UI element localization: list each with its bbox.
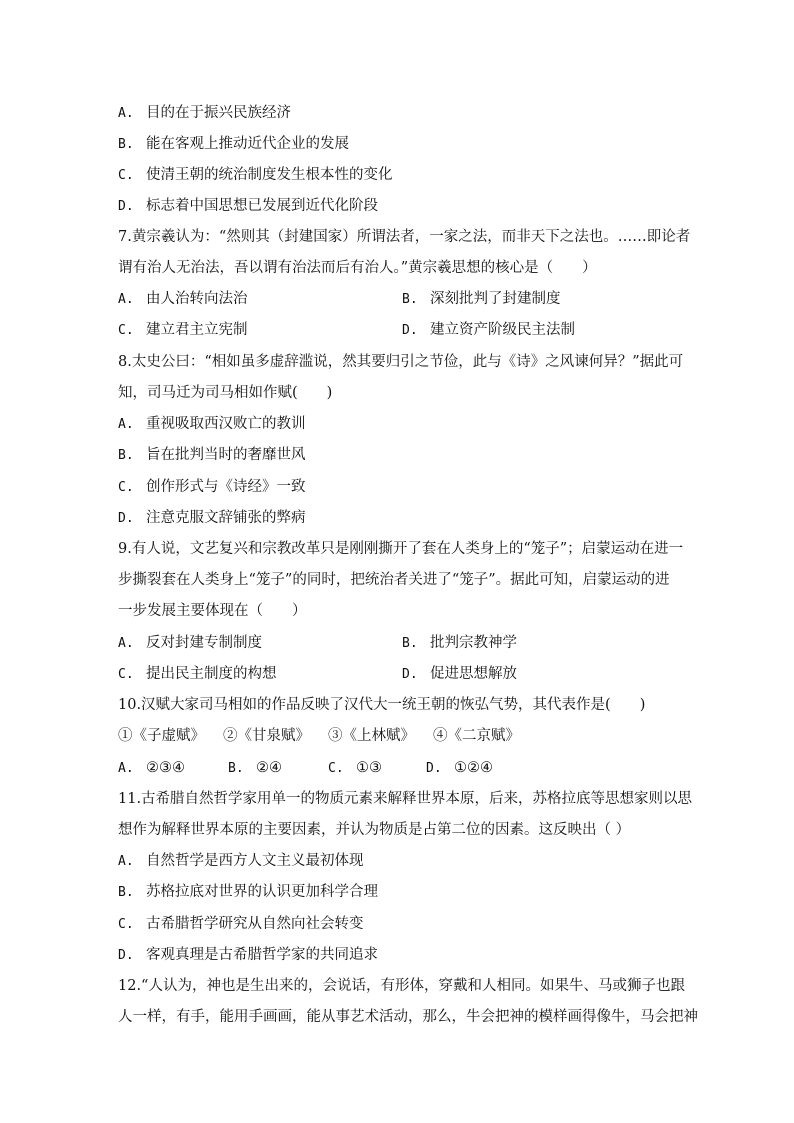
q11-option-c: C. 古希腊哲学研究从自然向社会转变 bbox=[118, 916, 364, 932]
q8-option-b: B. 旨在批判当时的奢靡世风 bbox=[118, 447, 306, 463]
q9-stem-line2: 步撕裂套在人类身上“笼子”的同时，把统治者关进了“笼子”。据此可知，启蒙运动的进 bbox=[118, 572, 670, 588]
q11-stem-line2: 想作为解释世界本原的主要因素，并认为物质是占第二位的因素。这反映出（ ） bbox=[118, 822, 631, 838]
q9-option-a: A. 反对封建专制制度 bbox=[118, 635, 262, 651]
q10-item-4: ④《二京赋》 bbox=[433, 728, 520, 744]
q7-option-d: D. 建立资产阶级民主法制 bbox=[402, 322, 575, 338]
q11-option-a: A. 自然哲学是西方人文主义最初体现 bbox=[118, 853, 364, 869]
q8-option-d: D. 注意克服文辞铺张的弊病 bbox=[118, 510, 306, 526]
q10-items bbox=[118, 726, 538, 746]
q12-stem-line2: 人一样，有手，能用手画画，能从事艺术活动，那么，牛会把神的模样画得像牛，马会把神 bbox=[118, 1009, 698, 1025]
q6-option-b: B. 能在客观上推动近代企业的发展 bbox=[118, 136, 349, 152]
q9-option-b: B. 批判宗教神学 bbox=[402, 635, 517, 651]
q10-item-3: ③《上林赋》 bbox=[328, 728, 415, 744]
q7-option-b: B. 深刻批判了封建制度 bbox=[402, 291, 561, 307]
q7-option-a: A. 由人治转向法治 bbox=[118, 291, 248, 307]
q10-option-b: B. ②④ bbox=[228, 760, 282, 776]
q10-item-2: ②《甘泉赋》 bbox=[223, 728, 310, 744]
q6-option-a: A. 目的在于振兴民族经济 bbox=[118, 105, 291, 121]
q9-stem-line3: 一步发展主要体现在（ ） bbox=[118, 603, 307, 619]
q6-option-c: C. 使清王朝的统治制度发生根本性的变化 bbox=[118, 167, 393, 183]
q10-option-d: D. ①②④ bbox=[426, 760, 493, 776]
q7-option-c: C. 建立君主立宪制 bbox=[118, 322, 248, 338]
q8-stem-line1: 8.太史公曰：“相如虽多虚辞滥说，然其要归引之节俭，此与《诗》之风谏何异？”据此可 bbox=[118, 354, 684, 370]
q12-stem-line1: 12.“人认为，神也是生出来的，会说话，有形体，穿戴和人相同。如果牛、马或狮子也跟 bbox=[118, 978, 685, 994]
q11-stem-line1: 11.古希腊自然哲学家用单一的物质元素来解释世界本原，后来，苏格拉底等思想家则以思 bbox=[118, 791, 693, 807]
q8-option-a: A. 重视吸取西汉败亡的教训 bbox=[118, 416, 306, 432]
q10-stem-line1: 10.汉赋大家司马相如的作品反映了汉代大一统王朝的恢弘气势，其代表作是( ) bbox=[118, 697, 646, 713]
q9-option-d: D. 促进思想解放 bbox=[402, 666, 517, 682]
q10-item-1: ①《子虚赋》 bbox=[118, 728, 205, 744]
q8-stem-line2: 知，司马迁为司马相如作赋( ) bbox=[118, 385, 333, 401]
q10-option-c: C. ①③ bbox=[328, 760, 382, 776]
q7-stem-line1: 7.黄宗羲认为：“然则其（封建国家）所谓法者，一家之法，而非天下之法也。……即论者 bbox=[118, 229, 691, 245]
q9-option-c: C. 提出民主制度的构想 bbox=[118, 666, 277, 682]
q10-option-a: A. ②③④ bbox=[118, 760, 185, 776]
q11-option-d: D. 客观真理是古希腊哲学家的共同追求 bbox=[118, 947, 378, 963]
q7-stem-line2: 谓有治人无治法，吾以谓有治法而后有治人。”黄宗羲思想的核心是（ ） bbox=[118, 260, 597, 276]
q8-option-c: C. 创作形式与《诗经》一致 bbox=[118, 479, 306, 495]
q9-stem-line1: 9.有人说，文艺复兴和宗教改革只是刚刚撕开了套在人类身上的“笼子”；启蒙运动在进一 bbox=[118, 541, 684, 557]
q6-option-d: D. 标志着中国思想已发展到近代化阶段 bbox=[118, 198, 378, 214]
q11-option-b: B. 苏格拉底对世界的认识更加科学合理 bbox=[118, 884, 378, 900]
